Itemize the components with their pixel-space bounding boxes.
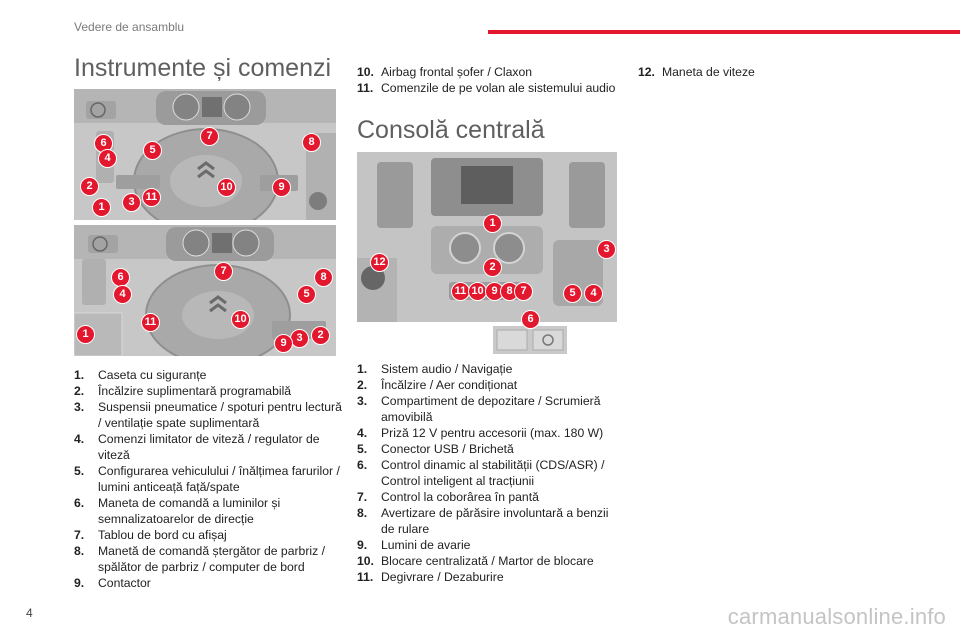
list-item: 11. Comenzile de pe volan ale sistemului audio xyxy=(357,81,616,95)
title-center-console: Consolă centrală xyxy=(357,116,545,144)
watermark: carmanualsonline.info xyxy=(727,604,946,629)
list-item: 3. Compartiment de depozitare / Scrumieră amovibilă xyxy=(357,394,601,424)
marker-console-9: 9 xyxy=(485,282,504,301)
title-instruments: Instrumente și comenzi xyxy=(74,54,332,82)
marker-console-12: 12 xyxy=(370,253,389,272)
marker-console-7: 7 xyxy=(514,282,533,301)
marker-top-4: 4 xyxy=(98,149,117,168)
marker-bottom-8: 8 xyxy=(314,268,333,287)
marker-console-5: 5 xyxy=(563,284,582,303)
list-item: 3. Suspensii pneumatice / spoturi pentru lectură / ventilație spate suplimentară xyxy=(74,400,342,430)
marker-top-3: 3 xyxy=(122,193,141,212)
marker-console-3: 3 xyxy=(597,240,616,259)
marker-console-11: 11 xyxy=(451,282,470,301)
marker-top-10: 10 xyxy=(217,178,236,197)
marker-top-11: 11 xyxy=(142,188,161,207)
marker-console-10: 10 xyxy=(468,282,487,301)
list-item: 10. Blocare centralizată / Martor de blocare xyxy=(357,554,594,568)
marker-bottom-11: 11 xyxy=(141,313,160,332)
list-item: 7. Control la coborârea în pantă xyxy=(357,490,539,504)
marker-top-5: 5 xyxy=(143,141,162,160)
marker-console-2: 2 xyxy=(483,258,502,277)
list-item: 5. Conector USB / Brichetă xyxy=(357,442,514,456)
marker-top-8: 8 xyxy=(302,133,321,152)
marker-bottom-2: 2 xyxy=(311,326,330,345)
marker-top-2: 2 xyxy=(80,177,99,196)
instruments-legend-part2 xyxy=(357,64,619,96)
marker-top-7: 7 xyxy=(200,127,219,146)
list-item: 2. Încălzire suplimentară programabilă xyxy=(74,384,292,398)
section-label: Vedere de ansamblu xyxy=(74,20,185,34)
marker-console-6: 6 xyxy=(521,310,540,329)
list-item: 2. Încălzire / Aer condiționat xyxy=(357,378,518,392)
console-legend xyxy=(357,361,619,585)
list-item: 9. Lumini de avarie xyxy=(357,538,471,552)
marker-top-9: 9 xyxy=(272,178,291,197)
list-item: 4. Comenzi limitator de viteză / regulator de viteză xyxy=(74,432,320,462)
list-item: 6. Maneta de comandă a luminilor și semnalizatoarelor de direcție xyxy=(74,496,281,526)
list-item: 5. Configurarea vehiculului / înălțimea farurilor / lumini anticeață față/spate xyxy=(74,464,340,494)
marker-bottom-7: 7 xyxy=(214,262,233,281)
marker-top-6: 6 xyxy=(94,134,113,153)
marker-bottom-5: 5 xyxy=(297,285,316,304)
marker-bottom-1: 1 xyxy=(76,325,95,344)
header-accent-bar xyxy=(488,30,960,34)
marker-bottom-4: 4 xyxy=(113,285,132,304)
console-detail-inset xyxy=(493,326,567,354)
list-item: 7. Tablou de bord cu afișaj xyxy=(74,528,227,542)
list-item: 6. Control dinamic al stabilității (CDS/ASR) / Control inteligent al tracțiunii xyxy=(357,458,605,488)
marker-console-4: 4 xyxy=(584,284,603,303)
list-item: 11. Degivrare / Dezaburire xyxy=(357,570,504,584)
marker-bottom-9: 9 xyxy=(274,334,293,353)
list-item: 4. Priză 12 V pentru accesorii (max. 180 W) xyxy=(357,426,604,440)
list-item: 9. Contactor xyxy=(74,576,151,590)
marker-console-1: 1 xyxy=(483,214,502,233)
list-item: 12. Maneta de viteze xyxy=(638,65,755,79)
list-item: 8. Manetă de comandă ștergător de parbriz / spălător de parbriz / computer de bord xyxy=(74,544,325,574)
page-number: 4 xyxy=(26,606,33,620)
marker-bottom-6: 6 xyxy=(111,268,130,287)
list-item: 10. Airbag frontal șofer / Claxon xyxy=(357,65,533,79)
marker-bottom-10: 10 xyxy=(231,310,250,329)
instruments-legend-part3 xyxy=(638,64,900,80)
instruments-legend-part1 xyxy=(74,367,342,591)
marker-top-1: 1 xyxy=(92,198,111,217)
list-item: 1. Caseta cu siguranțe xyxy=(74,368,207,382)
list-item: 1. Sistem audio / Navigație xyxy=(357,362,513,376)
marker-bottom-3: 3 xyxy=(290,329,309,348)
list-item: 8. Avertizare de părăsire involuntară a benzii de rulare xyxy=(357,506,609,536)
marker-console-8: 8 xyxy=(500,282,519,301)
